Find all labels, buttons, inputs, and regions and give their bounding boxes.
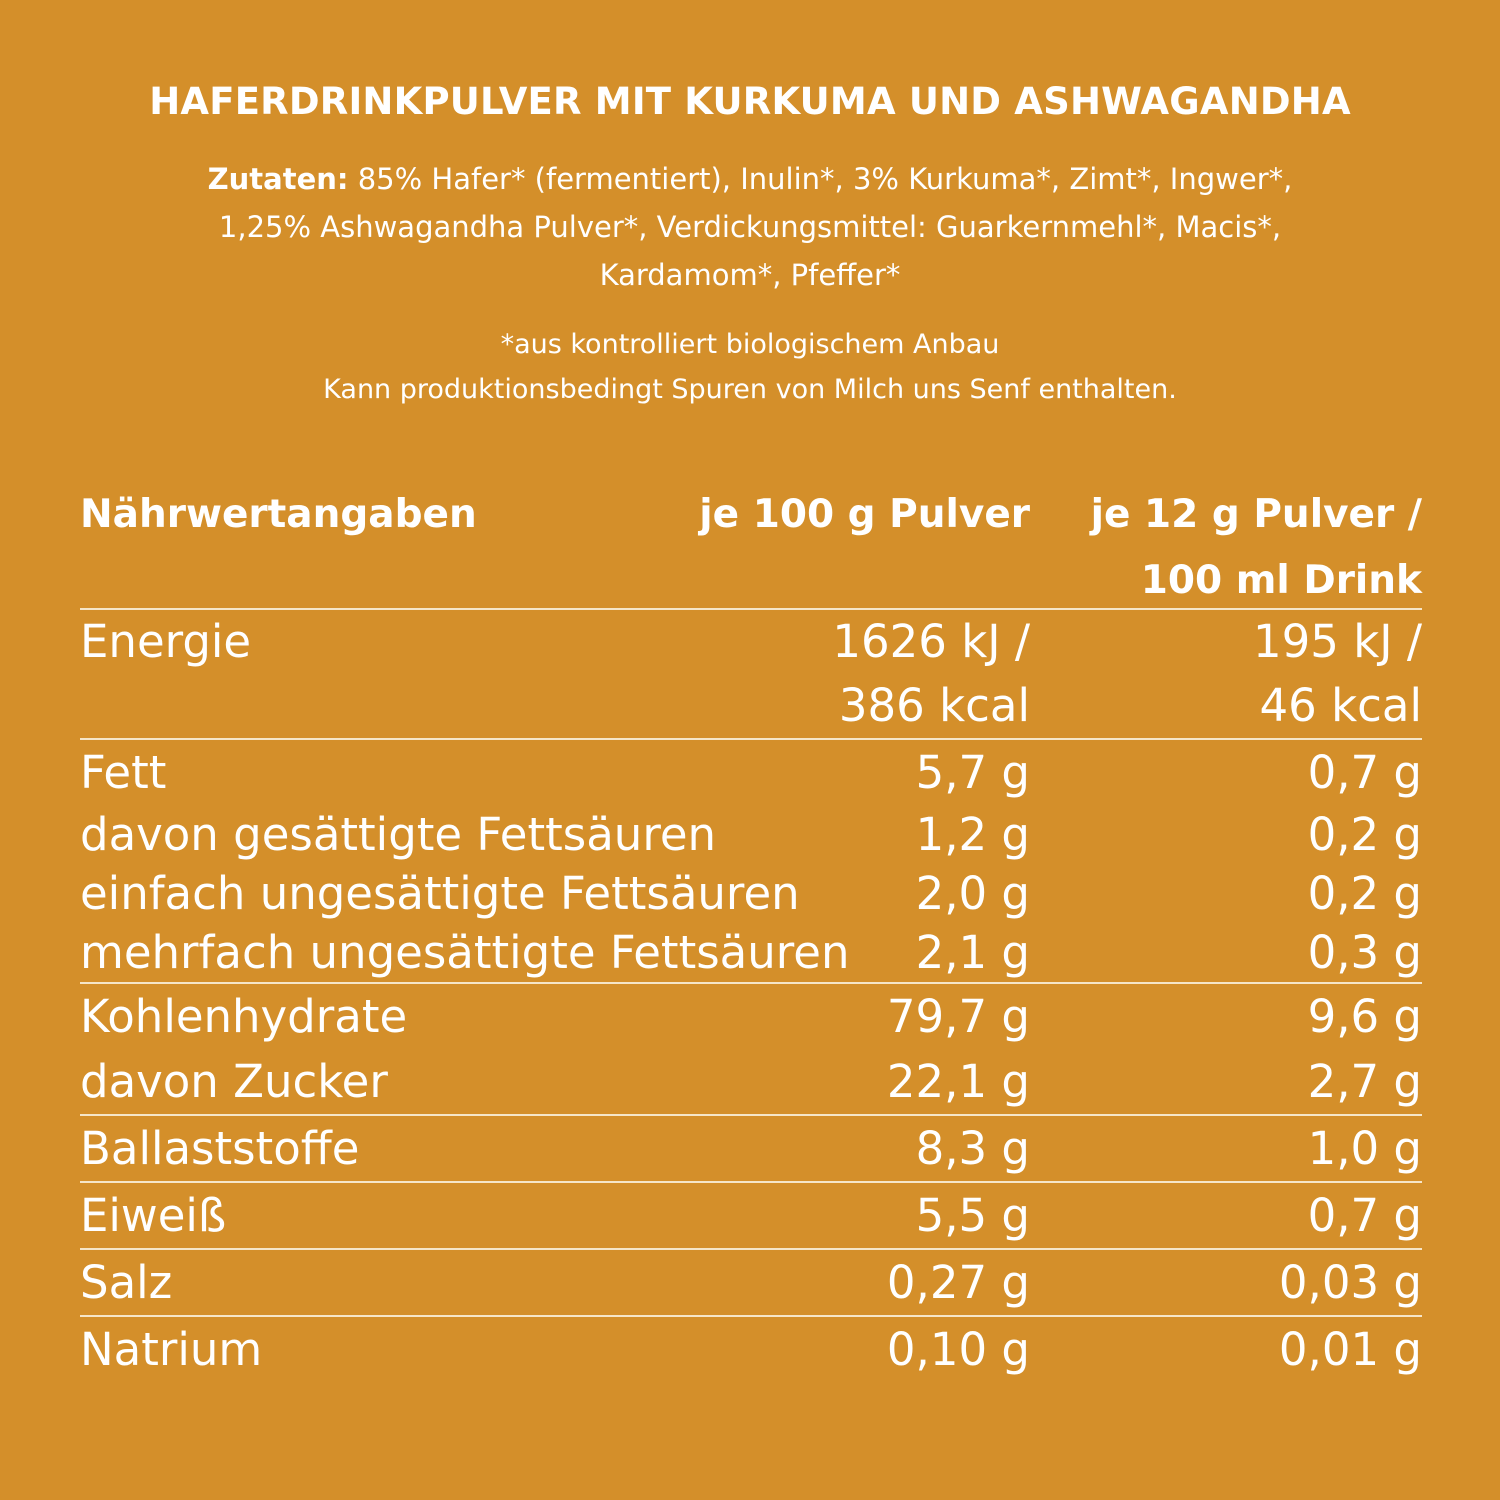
value-per-12g: 0,3 g bbox=[1307, 926, 1422, 979]
value-per-12g: 2,7 g bbox=[1307, 1055, 1422, 1108]
value-per-100g: 0,10 g bbox=[886, 1323, 1030, 1376]
organic-note: *aus kontrolliert biologischem Anbau bbox=[500, 329, 1000, 360]
ingredients-line-1: 85% Hafer* (fermentiert), Inulin*, 3% Kurkuma*, Zimt*, Ingwer*, bbox=[348, 162, 1293, 196]
salt-group bbox=[80, 1250, 1422, 1317]
protein-group bbox=[80, 1183, 1422, 1250]
value-per-12g: 0,7 g bbox=[1307, 1189, 1422, 1242]
value-per-12g: 1,0 g bbox=[1307, 1122, 1422, 1175]
table-row bbox=[80, 1317, 1422, 1382]
product-title: HAFERDRINKPULVER MIT KURKUMA UND ASHWAGANDHA bbox=[149, 80, 1351, 123]
value-per-100g: 0,27 g bbox=[886, 1256, 1030, 1309]
row-label: mehrfach ungesättigte Fettsäuren bbox=[80, 926, 850, 979]
header-per-12g-line-2: 100 ml Drink bbox=[1140, 558, 1422, 603]
header-nutrition-facts: Nährwertangaben bbox=[80, 492, 477, 537]
value-per-100g: 1,2 g bbox=[915, 808, 1030, 861]
table-row bbox=[80, 984, 1422, 1049]
value-per-100g: 5,5 g bbox=[915, 1189, 1030, 1242]
table-row bbox=[80, 864, 1422, 923]
energy-per-100g-kcal: 386 kcal bbox=[838, 679, 1030, 732]
header-per-12g-line-1: je 12 g Pulver / bbox=[1090, 492, 1422, 537]
row-label: Energie bbox=[80, 615, 252, 668]
value-per-100g: 2,0 g bbox=[915, 867, 1030, 920]
value-per-100g: 79,7 g bbox=[886, 990, 1030, 1043]
nutrition-table bbox=[80, 482, 1422, 1382]
table-row bbox=[80, 805, 1422, 864]
value-per-100g: 8,3 g bbox=[915, 1122, 1030, 1175]
allergen-note: Kann produktionsbedingt Spuren von Milch uns Senf enthalten. bbox=[323, 374, 1177, 405]
table-row bbox=[80, 610, 1422, 674]
ingredients-line-2: 1,25% Ashwagandha Pulver*, Verdickungsmittel: Guarkernmehl*, Macis*, bbox=[218, 210, 1282, 244]
value-per-12g: 0,7 g bbox=[1307, 746, 1422, 799]
row-label: Kohlenhydrate bbox=[80, 990, 408, 1043]
row-label: Natrium bbox=[80, 1323, 263, 1376]
value-per-12g: 0,2 g bbox=[1307, 808, 1422, 861]
sodium-group bbox=[80, 1317, 1422, 1382]
table-row bbox=[80, 674, 1422, 738]
header-per-12g bbox=[1091, 482, 1422, 614]
row-label: Fett bbox=[80, 746, 167, 799]
notes bbox=[150, 322, 1350, 412]
energy-per-12g-kj: 195 kJ / bbox=[1253, 615, 1422, 668]
row-label: Salz bbox=[80, 1256, 173, 1309]
fat-group bbox=[80, 740, 1422, 984]
table-row bbox=[80, 1049, 1422, 1114]
row-label: Eiweiß bbox=[80, 1189, 227, 1242]
row-label: Ballaststoffe bbox=[80, 1122, 360, 1175]
ingredients-label: Zutaten: bbox=[207, 162, 349, 196]
value-per-12g: 0,03 g bbox=[1278, 1256, 1422, 1309]
table-row bbox=[80, 740, 1422, 805]
table-row bbox=[80, 1116, 1422, 1181]
row-label: davon gesättigte Fettsäuren bbox=[80, 808, 717, 861]
energy-per-100g-kj: 1626 kJ / bbox=[832, 615, 1030, 668]
header-per-100g: je 100 g Pulver bbox=[699, 492, 1030, 537]
value-per-100g: 22,1 g bbox=[886, 1055, 1030, 1108]
table-row bbox=[80, 1250, 1422, 1315]
nutrition-table-header bbox=[80, 482, 1422, 610]
carbohydrates-group bbox=[80, 984, 1422, 1116]
value-per-100g: 5,7 g bbox=[915, 746, 1030, 799]
value-per-12g: 9,6 g bbox=[1307, 990, 1422, 1043]
table-row bbox=[80, 1183, 1422, 1248]
row-label: davon Zucker bbox=[80, 1055, 388, 1108]
energy-per-12g-kcal: 46 kcal bbox=[1259, 679, 1422, 732]
value-per-12g: 0,2 g bbox=[1307, 867, 1422, 920]
ingredients-text bbox=[150, 155, 1350, 299]
fiber-group bbox=[80, 1116, 1422, 1183]
energy-group bbox=[80, 610, 1422, 740]
value-per-12g: 0,01 g bbox=[1278, 1323, 1422, 1376]
value-per-100g: 2,1 g bbox=[915, 926, 1030, 979]
table-row bbox=[80, 923, 1422, 982]
row-label: einfach ungesättigte Fettsäuren bbox=[80, 867, 800, 920]
ingredients-line-3: Kardamom*, Pfeffer* bbox=[599, 258, 901, 292]
